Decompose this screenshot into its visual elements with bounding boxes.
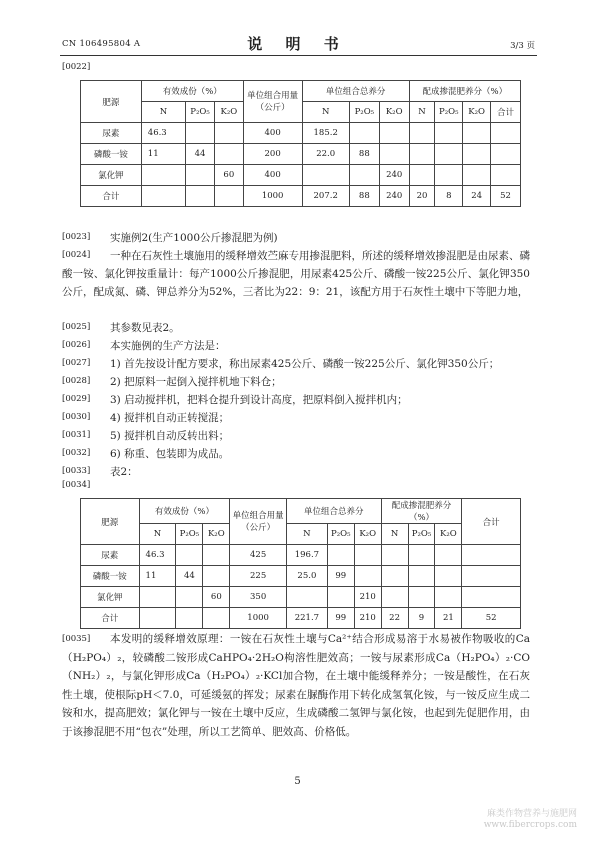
table-cell [462,545,521,566]
para-text: 4) 搅拌机自动正转搅混； [110,412,230,424]
table-cell [302,165,349,186]
table-cell: 60 [214,165,243,186]
table-2 [80,498,521,629]
para-text: 一种在石灰性土壤施用的缓释增效苎麻专用掺混肥料，所述的缓释增效掺混肥是由尿素、磷酸一铵、氯化钾按重量计：每产1000公斤掺混肥，用尿素425公斤、磷酸一铵225公斤、氯化钾350公斤，配成氮、磷、钾总养分为52%，三者比为22：9：21，该配方用于石灰性土壤中下等肥力地， [62,250,530,298]
table-cell [491,144,521,165]
th-n: N [141,102,185,123]
table-cell [286,587,327,608]
table-cell [408,566,435,587]
th-p: P₂O₅ [186,102,215,123]
table-row [81,566,521,587]
para-num: [0029] [62,394,91,404]
th-n: N [302,102,349,123]
row-label: 磷酸一铵 [81,566,140,587]
row-label: 合计 [81,608,140,629]
table-cell [409,123,435,144]
table-cell [176,545,203,566]
para-text: 实施例2(生产1000公斤掺混肥为例) [110,232,278,244]
table-row [81,144,521,165]
para-0035: 本发明的缓释增效原理：一铵在石灰性土壤与Ca²⁺结合形成易溶于水易被作物吸收的Ca（H₂PO₄）₂，较磷酸二铵形成CaHPO₄·2H₂O枸溶性肥效高；一铵与尿素形成Ca（H₂PO₄）₂·CO（NH₂）₂，与氯化钾形成Ca（H₂PO₄）₂·KCl加合物，在土壤中能缓释养分；一铵是酸性，在石灰性土壤，使根际pH＜7.0，可延缓氨的挥发；尿素在脲酶作用下转化成氢氧化铵，与一铵反应生成二铵和水，提高肥效；氯化钾与一铵在土壤中反应，生成磷酸二氢钾与氯化铵，也起到先促肥作用，由于该掺混肥不用“包衣”处理，所以工艺简单、肥效高、价格低。 [62,633,530,738]
para-num-0035: [0035] [62,634,91,644]
table-cell: 196.7 [286,545,327,566]
para-text: 其参数见表2。 [110,322,180,334]
th-source: 肥源 [81,81,142,123]
table-cell [349,123,379,144]
table-cell [327,587,354,608]
table-cell [408,587,435,608]
table-cell [463,123,491,144]
table-cell: 9 [408,608,435,629]
th-p: P₂O₅ [176,524,203,545]
table-cell: 1000 [230,608,287,629]
table-cell [176,608,203,629]
table-cell: 99 [327,608,354,629]
para-text: 3) 启动搅拌机，把料仓提升到设计高度，把原料倒入搅拌机内； [110,394,408,406]
table-cell [409,144,435,165]
table-cell [203,545,230,566]
table-cell [203,566,230,587]
table-cell: 60 [203,587,230,608]
para-text: 2) 把原料一起倒入搅拌机地下料仓； [110,376,282,388]
th-blend: 配成掺混肥养分（%） [409,81,520,102]
th-k: K₂O [463,102,491,123]
page-title: 说 明 书 [247,35,348,53]
row-label: 氯化钾 [81,165,142,186]
table-cell [491,165,521,186]
para-num: [0024] [62,250,91,260]
table-cell: 8 [435,186,463,207]
table-cell [463,165,491,186]
table-cell: 240 [379,186,409,207]
table-cell [379,123,409,144]
th-n: N [381,524,408,545]
para-num: [0026] [62,340,91,350]
doc-id: CN 106495804 A [62,39,141,49]
table-cell: 350 [230,587,287,608]
table-cell [186,186,215,207]
table-cell: 44 [186,144,215,165]
table-cell [381,566,408,587]
table-cell [354,566,381,587]
table-row [81,123,521,144]
table-row [81,545,521,566]
table-cell: 425 [230,545,287,566]
row-label: 氯化钾 [81,587,140,608]
th-eff: 有效成份（%） [141,81,243,102]
table-cell [186,123,215,144]
para-num: [0033] [62,466,91,476]
table-cell [435,545,462,566]
watermark-line2: www.fibercrops.com [483,820,577,830]
table-row [81,587,521,608]
row-label: 尿素 [81,123,142,144]
para-text: 5) 搅拌机自动反转出料； [110,430,230,442]
table-cell: 1000 [243,186,302,207]
th-unit: 单位组合用量（公斤） [230,499,287,545]
para-num: [0032] [62,448,91,458]
header-rule [60,55,537,56]
th-k: K₂O [214,102,243,123]
para-num: [0027] [62,358,91,368]
table-cell: 225 [230,566,287,587]
th-blend: 配成掺混肥养分（%） [381,499,462,524]
table-cell [435,587,462,608]
table-cell: 46.3 [141,123,185,144]
table-cell: 44 [176,566,203,587]
row-label: 尿素 [81,545,140,566]
table-cell: 11 [139,566,176,587]
table-cell: 88 [349,186,379,207]
table-cell [409,165,435,186]
row-label: 合计 [81,186,142,207]
table-cell [139,608,176,629]
table-cell [327,545,354,566]
table-cell: 52 [491,186,521,207]
th-n: N [286,524,327,545]
th-k: K₂O [203,524,230,545]
table-1 [80,80,521,207]
table-cell: 185.2 [302,123,349,144]
th-sum: 合计 [491,102,521,123]
table-cell [381,587,408,608]
table-cell: 52 [462,608,521,629]
table-cell [408,545,435,566]
para-text: 1) 首先按设计配方要求，称出尿素425公斤、磷酸一铵225公斤、氯化钾350公斤； [110,358,500,370]
table-cell [491,123,521,144]
table-cell [381,545,408,566]
table-cell: 400 [243,123,302,144]
th-k: K₂O [379,102,409,123]
para-num: [0023] [62,232,91,242]
th-sum: 合计 [462,499,521,545]
th-total: 单位组合总养分 [302,81,409,102]
table-cell [214,144,243,165]
th-total: 单位组合总养分 [286,499,381,524]
table-cell [176,587,203,608]
table-cell: 210 [354,587,381,608]
para-num: [0028] [62,376,91,386]
table-cell [379,144,409,165]
th-n: N [139,524,176,545]
table-cell [462,587,521,608]
para-num: [0031] [62,430,91,440]
th-p: P₂O₅ [435,102,463,123]
para-num: [0025] [62,322,91,332]
table-cell [186,165,215,186]
th-p: P₂O₅ [327,524,354,545]
table-cell: 11 [141,144,185,165]
para-num-0034: [0034] [62,480,91,490]
table-cell: 25.0 [286,566,327,587]
para-text: 6) 称重、包装即为成品。 [110,448,230,460]
table-cell [435,123,463,144]
row-label: 磷酸一铵 [81,144,142,165]
th-p: P₂O₅ [349,102,379,123]
table-cell: 22.0 [302,144,349,165]
table-cell [203,608,230,629]
table-cell: 46.3 [139,545,176,566]
th-k: K₂O [354,524,381,545]
para-num: [0030] [62,412,91,422]
th-source: 肥源 [81,499,140,545]
table-cell [141,186,185,207]
table-cell: 400 [243,165,302,186]
page-of: 3/3 页 [510,41,535,51]
th-p: P₂O₅ [408,524,435,545]
table-cell [435,566,462,587]
table-cell [139,587,176,608]
table-cell [349,165,379,186]
table-cell [463,144,491,165]
table-cell [214,123,243,144]
table-cell: 21 [435,608,462,629]
th-n: N [409,102,435,123]
table-cell [141,165,185,186]
table-cell: 88 [349,144,379,165]
table-cell [214,186,243,207]
para-num-0022: [0022] [62,62,91,72]
table-cell: 210 [354,608,381,629]
th-k: K₂O [435,524,462,545]
para-text: 表2： [110,466,138,478]
watermark-line1: 麻类作物营养与施肥网 [486,809,577,819]
table-cell: 221.7 [286,608,327,629]
table-cell: 240 [379,165,409,186]
table-cell [435,144,463,165]
table-row [81,186,521,207]
table-row [81,608,521,629]
table-cell: 200 [243,144,302,165]
page-number: 5 [294,776,301,787]
table-cell [435,165,463,186]
table-cell: 20 [409,186,435,207]
table-cell: 207.2 [302,186,349,207]
table-cell [462,566,521,587]
th-unit: 单位组合用量（公斤） [243,81,302,123]
table-cell: 99 [327,566,354,587]
table-cell: 22 [381,608,408,629]
table-cell [354,545,381,566]
para-text: 本实施例的生产方法是： [110,340,226,352]
table-row [81,165,521,186]
th-eff: 有效成份（%） [139,499,230,524]
table-cell: 24 [463,186,491,207]
